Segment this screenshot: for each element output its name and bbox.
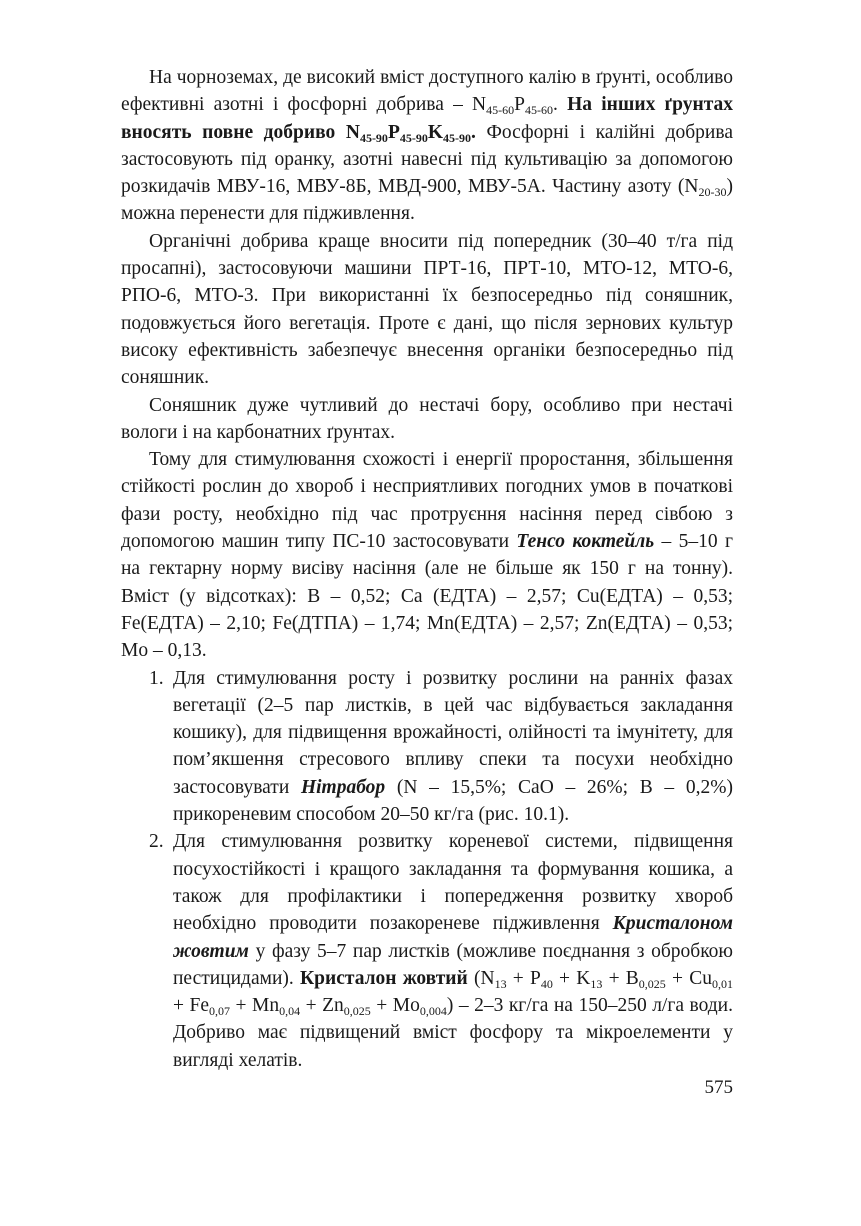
product-name-kristalon-italic: Кристалоном жовтим [173, 913, 733, 962]
list-number: 2. [149, 831, 164, 853]
product-name-nitrabor: Нітрабор [300, 776, 386, 798]
product-name-kristalon-bold: Кристалон жовтий [300, 967, 468, 989]
list-item-1: 1. Для стимулювання росту і розвитку рослини на ранніх фазах вегетації (2–5 пар листків, в цей час відбувається закладання кошику), для підвищення врожайності, олійності та імунітету, для пом’якшення стресового впливу спеки та посухи необхідно застосовувати Нітрабор (N – 15,5%; CaO – 26%; B – 0,2%) прикореневим способом 20–50 кг/га (рис. 10.1). [121, 665, 733, 829]
bold-full-fertilizer: На інших ґрунтах вносять повне добриво $N_{45-90}P_{45-90}K_{45-90}$. [121, 94, 734, 145]
product-name-tenso: Тенсо коктейль [516, 531, 655, 553]
page-number: 575 [704, 1077, 733, 1098]
paragraph-fertilizers: На чорноземах, де високий вміст доступного калію в ґрунті, особливо ефективні азотні і фосфорні добрива – $N_{45-60}P_{45-60}$. На інших ґрунтах вносять повне добриво $N_{45-90}P_{45-90}K_{45-90}$. Фосфорні і калійні добрива застосовують під оранку, азотні навесні під культивацію за допомогою розкидачів МВУ-16, МВУ-8Б, МВД-900, МВУ-5А. Частину азоту $(N_{20-30})$ можна перенести для підживлення. [121, 67, 734, 225]
body-text [121, 64, 733, 1074]
list-item-2: 2. Для стимулювання розвитку кореневої системи, підвищення посухостійкості і кращого закладання та формування кошика, а також для профілактики і попередження розвитку хвороб необхідно проводити позакореневе підживлення Кристалоном жовтим у фазу 5–7 пар листків (можливе поєднання з обробкою пестицидами). Кристалон жовтий $(N_{13} + P_{40} + K_{13} + B_{0,025} + Cu_{0,01} + Fe_{0,07} + Mn_{0,04} + Zn_{0,025} + Mo_{0,004}) - 2-3$ кг/га на 150–250 л/га води. Добриво має підвищений вміст фосфору та мікроелементи у вигляді хелатів. [121, 828, 733, 1074]
paragraph-organic: Органічні добрива краще вносити під попередник (30–40 т/га під просапні), застосовуючи машини ПРТ-16, ПРТ-10, МТО-12, МТО-6, РПО-6, МТО-3. При використанні їх безпосередньо під соняшник, подовжується його вегетація. Проте є дані, що після зернових культур високу ефективність забезпечує внесення органіки безпосередньо під соняшник. [121, 230, 733, 389]
paragraph-seed-treatment: Тому для стимулювання схожості і енергії проростання, збільшення стійкості рослин до хвороб і несприятливих погодних умов в початкові фази росту, необхідно під час протруєння насіння перед сівбою з допомогою машин типу ПС-10 застосовувати Тенсо коктейль – 5–10 г на гектарну норму висіву насіння (але не більше як 150 г на тонну). Вміст (у відсотках): B – 0,52; Ca (ЕДТА) – 2,57; Cu(ЕДТА) – 0,53; Fe(ЕДТА) – 2,10; Fe(ДТПА) – 1,74; Mn(ЕДТА) – 2,57; Zn(ЕДТА) – 0,53; Mo – 0,13. [121, 449, 733, 662]
list-number: 1. [149, 667, 164, 689]
paragraph-boron: Соняшник дуже чутливий до нестачі бору, особливо при нестачі вологи і на карбонатних ґрунтах. [121, 394, 733, 443]
